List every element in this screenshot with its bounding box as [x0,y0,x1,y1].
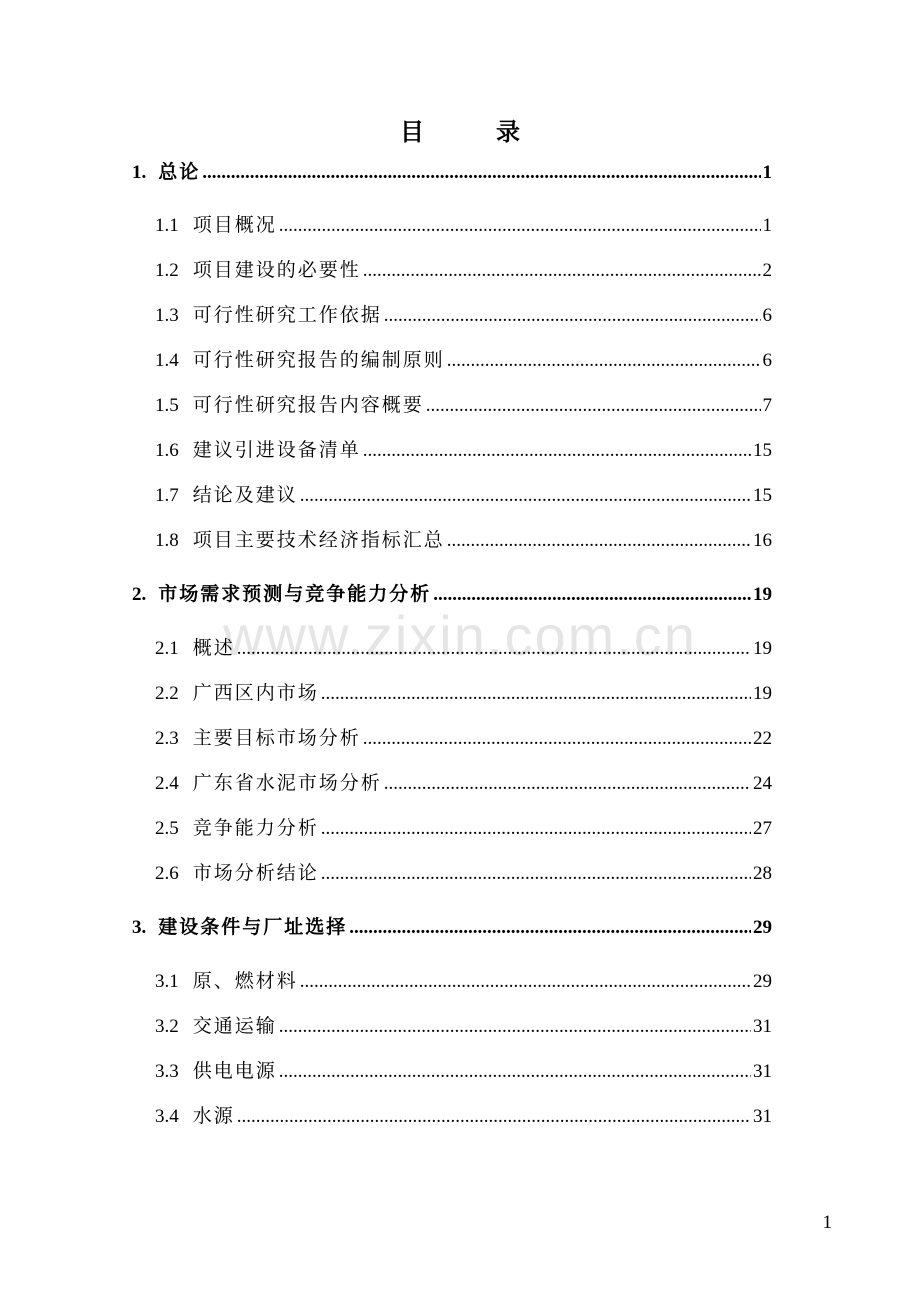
toc-dot-leader [237,1105,751,1129]
toc-entry-page-number: 31 [753,1061,772,1082]
toc-entry-label: 概述 [192,638,235,659]
toc-entry-page-number: 29 [753,971,772,992]
toc-dot-leader [447,349,761,373]
toc-entry-page-number: 15 [753,485,772,506]
toc-section-entry[interactable] [155,811,772,841]
toc-dot-leader [237,637,751,661]
toc-dot-leader [363,439,751,463]
toc-chapter-entry[interactable] [132,910,772,940]
toc-entry-number: 2.5 [155,818,179,839]
toc-dot-leader [279,1015,751,1039]
toc-entry-label: 广西区内市场 [192,683,319,704]
toc-entry-number: 2.2 [155,683,179,704]
toc-entry-number: 1.6 [155,440,179,461]
toc-entry-page-number: 19 [753,638,772,659]
toc-dot-leader [384,304,761,328]
toc-entry-number: 2.3 [155,728,179,749]
toc-dot-leader [433,583,751,607]
toc-dot-leader [384,772,751,796]
toc-entry-page-number: 7 [762,395,772,416]
toc-section-entry[interactable] [155,964,772,994]
toc-section-entry[interactable] [155,721,772,751]
toc-entry-number: 1.2 [155,260,179,281]
toc-entry-label: 广东省水泥市场分析 [192,773,382,794]
toc-entry-number: 3.3 [155,1061,179,1082]
toc-section-entry[interactable] [155,388,772,418]
toc-section-entry[interactable] [155,1054,772,1084]
toc-entry-page-number: 16 [753,530,772,551]
toc-entry-number: 2.1 [155,638,179,659]
page-title: 目录 [400,120,592,146]
toc-entry-label: 原、燃材料 [192,971,298,992]
toc-entry-page-number: 31 [753,1106,772,1127]
toc-entry-number: 3. [132,917,147,938]
toc-dot-leader [300,970,751,994]
toc-section-entry[interactable] [155,523,772,553]
toc-entry-number: 2. [132,584,147,605]
toc-dot-leader [202,161,760,185]
toc-entry-label: 主要目标市场分析 [192,728,361,749]
toc-entry-number: 2.6 [155,863,179,884]
toc-entry-label: 项目建设的必要性 [192,260,361,281]
toc-entry-label: 交通运输 [192,1016,277,1037]
toc-entry-number: 3.2 [155,1016,179,1037]
toc-entry-number: 1.1 [155,215,179,236]
toc-entry-page-number: 19 [753,584,772,605]
toc-entry-number: 1.5 [155,395,179,416]
toc-section-entry[interactable] [155,676,772,706]
toc-entry-number: 1. [132,162,147,183]
toc-entry-label: 项目主要技术经济指标汇总 [192,530,445,551]
toc-entry-page-number: 6 [762,305,772,326]
toc-entry-label: 可行性研究报告内容概要 [192,395,424,416]
toc-entry-page-number: 22 [753,728,772,749]
toc-entry-label: 可行性研究工作依据 [192,305,382,326]
toc-entry-number: 2.4 [155,773,179,794]
toc-section-entry[interactable] [155,298,772,328]
page-number: 1 [822,1212,832,1233]
toc-entry-page-number: 29 [753,917,772,938]
toc-entry-page-number: 1 [762,215,772,236]
toc-entry-page-number: 24 [753,773,772,794]
toc-chapter-entry[interactable] [132,577,772,607]
toc-dot-leader [321,817,751,841]
toc-entry-label: 竞争能力分析 [192,818,319,839]
toc-dot-leader [321,862,751,886]
toc-entry-label: 建议引进设备清单 [192,440,361,461]
toc-entry-page-number: 28 [753,863,772,884]
toc-entry-number: 1.3 [155,305,179,326]
toc-entry-page-number: 19 [753,683,772,704]
watermark: www.zixin.com.cn [223,604,697,667]
toc-entry-label: 总论 [158,162,201,183]
toc-entry-number: 1.8 [155,530,179,551]
toc-entry-page-number: 15 [753,440,772,461]
toc-section-entry[interactable] [155,433,772,463]
toc-section-entry[interactable] [155,208,772,238]
toc-chapter-entry[interactable] [132,155,772,185]
toc-section-entry[interactable] [155,856,772,886]
toc-dot-leader [300,484,751,508]
toc-entry-label: 水源 [192,1106,235,1127]
toc-entry-label: 结论及建议 [192,485,298,506]
toc-section-entry[interactable] [155,1009,772,1039]
toc-dot-leader [349,916,751,940]
toc-entry-number: 3.4 [155,1106,179,1127]
toc-entry-label: 项目概况 [192,215,277,236]
toc-entry-label: 市场分析结论 [192,863,319,884]
toc-entry-label: 建设条件与厂址选择 [158,917,348,938]
toc-dot-leader [426,394,761,418]
toc-section-entry[interactable] [155,766,772,796]
toc-entry-page-number: 2 [762,260,772,281]
toc-dot-leader [279,214,761,238]
toc-section-entry[interactable] [155,478,772,508]
toc-dot-leader [321,682,751,706]
toc-dot-leader [447,529,751,553]
toc-section-entry[interactable] [155,631,772,661]
toc-entry-label: 可行性研究报告的编制原则 [192,350,445,371]
toc-dot-leader [279,1060,751,1084]
toc-section-entry[interactable] [155,1099,772,1129]
toc-section-entry[interactable] [155,343,772,373]
toc-dot-leader [363,727,751,751]
toc-entry-page-number: 27 [753,818,772,839]
toc-entry-label: 市场需求预测与竞争能力分析 [158,584,432,605]
toc-entry-number: 1.4 [155,350,179,371]
toc-entry-number: 3.1 [155,971,179,992]
toc-entry-label: 供电电源 [192,1061,277,1082]
toc-entry-page-number: 31 [753,1016,772,1037]
toc-dot-leader [363,259,761,283]
toc-section-entry[interactable] [155,253,772,283]
toc-entry-number: 1.7 [155,485,179,506]
toc-entry-page-number: 6 [762,350,772,371]
toc-entry-page-number: 1 [762,162,772,183]
